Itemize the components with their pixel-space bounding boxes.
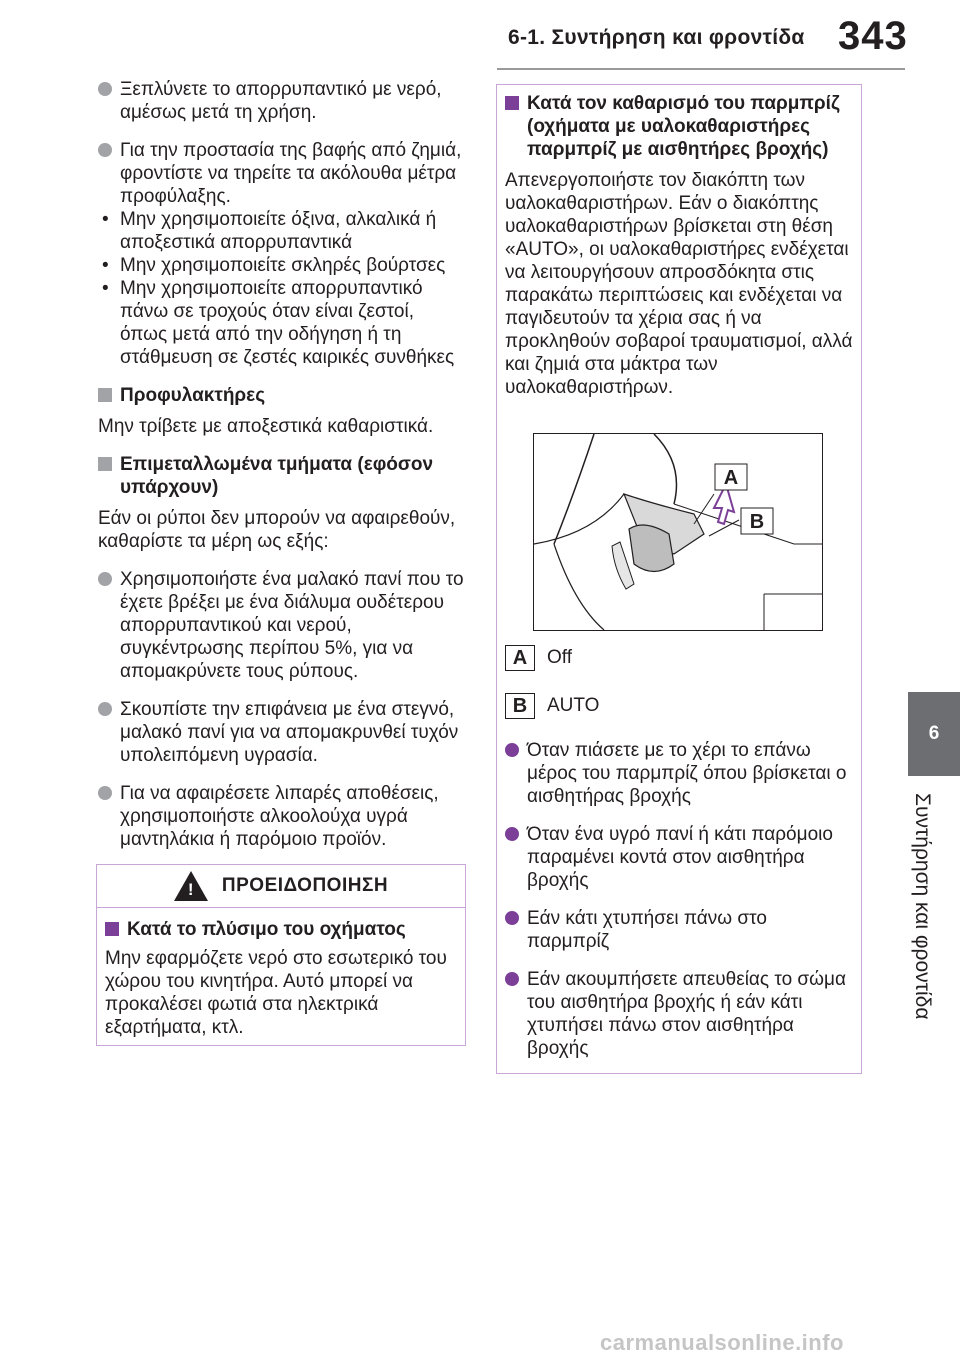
warning-box xyxy=(96,864,466,1046)
sub-list-item: • Μην χρησιμοποιείτε σκληρές βούρτσες xyxy=(98,254,466,277)
right-bullet-list xyxy=(505,739,853,1075)
paragraph: Απενεργοποιήστε τον διακόπτη των υαλοκαθαριστήρων. Εάν ο διακόπτης υαλοκαθαριστήρων βρίσκεται στη θέση «AUTO», οι υαλοκαθαριστήρες ενδέχεται να λειτουργήσουν απροσδόκητα στις παρακάτω περιπτώσεις και ενδέχεται να παγιδευτούν τα χέρια σας ή να προκληθούν σοβαροί τραυματισμοί, αλλά και ζημιά στα μάκτρα των υαλοκαθαριστήρων. xyxy=(505,170,853,398)
legend-text-b: AUTO xyxy=(547,695,600,716)
list-item: Εάν κάτι χτυπήσει πάνω στο παρμπρίζ xyxy=(505,907,853,953)
caution-box xyxy=(496,84,862,1074)
list-item: Εάν ακουμπήσετε απευθείας το σώμα του αισθητήρα βροχής ή εάν κάτι χτυπήσει πάνω στον αισθητήρα βροχής xyxy=(505,968,853,1060)
figure-label-b: B xyxy=(749,511,765,533)
list-item-text: Για την προστασία της βαφής από ζημιά, φροντίστε να τηρείτε τα ακόλουθα μέτρα προφύλαξης. xyxy=(120,140,462,207)
warning-header xyxy=(97,865,465,908)
legend-row-b xyxy=(505,693,599,719)
left-column xyxy=(98,78,466,866)
warning-body xyxy=(97,908,465,1039)
list-item xyxy=(98,139,466,208)
warning-subheading: Κατά το πλύσιμο του οχήματος xyxy=(105,918,457,941)
chapter-title-vertical: Συντήρηση και φροντίδα xyxy=(911,793,934,1020)
heading-bumpers: Προφυλακτήρες xyxy=(98,384,466,407)
header-rule xyxy=(497,68,905,70)
paragraph: Εάν οι ρύποι δεν μπορούν να αφαιρεθούν, καθαρίστε τα μέρη ως εξής: xyxy=(98,508,456,552)
warning-text: Μην εφαρμόζετε νερό στο εσωτερικό του χώρου του κινητήρα. Αυτό μπορεί να προκαλέσει φωτιά στα ηλεκτρικά εξαρτήματα, κτλ. xyxy=(105,948,447,1038)
caution-content xyxy=(505,92,853,399)
warning-triangle-icon: ! xyxy=(174,871,208,901)
list-item: Όταν ένα υγρό πανί ή κάτι παρόμοιο παραμένει κοντά στον αισθητήρα βροχής xyxy=(505,823,853,892)
steering-column-drawing xyxy=(534,434,822,630)
watermark: carmanualsonline.info xyxy=(600,1330,844,1355)
legend-label-b: B xyxy=(505,693,535,719)
wiper-switch-illustration xyxy=(533,433,823,631)
warning-title: ΠΡΟΕΙΔΟΠΟΙΗΣΗ xyxy=(221,875,389,896)
list-item: Για να αφαιρέσετε λιπαρές αποθέσεις, χρησιμοποιήστε αλκοολούχα υγρά μαντηλάκια ή παρόμοιο προϊόν. xyxy=(98,782,466,851)
legend-text-a: Off xyxy=(547,647,572,668)
page-number: 343 xyxy=(838,14,908,58)
legend-row-a xyxy=(505,645,572,671)
paragraph: Μην τρίβετε με αποξεστικά καθαριστικά. xyxy=(98,416,434,437)
section-title: 6-1. Συντήρηση και φροντίδα xyxy=(508,26,805,49)
legend-label-a: A xyxy=(505,645,535,671)
list-item: Χρησιμοποιήστε ένα μαλακό πανί που το έχετε βρέξει με ένα διάλυμα ουδέτερου απορρυπαντικού και νερού, συγκέντρωσης περίπου 5%, για να απομακρύνετε τους ρύπους. xyxy=(98,568,466,683)
list-item: Όταν πιάσετε με το χέρι το επάνω μέρος του παρμπρίζ όπου βρίσκεται ο αισθητήρας βροχής xyxy=(505,739,853,808)
sub-list xyxy=(98,208,466,369)
sub-list-item: • Μην χρησιμοποιείτε όξινα, αλκαλικά ή αποξεστικά απορρυπαντικά xyxy=(98,208,466,254)
list-item: Ξεπλύνετε το απορρυπαντικό με νερό, αμέσως μετά τη χρήση. xyxy=(98,78,466,124)
heading-plated-parts: Επιμεταλλωμένα τμήματα (εφόσον υπάρχουν) xyxy=(98,453,466,499)
list-item: Σκουπίστε την επιφάνεια με ένα στεγνό, μαλακό πανί για να απομακρυνθεί τυχόν υπολειπόμενη υγρασία. xyxy=(98,698,466,767)
figure-label-a: A xyxy=(723,467,739,489)
chapter-tab: 6 xyxy=(908,692,960,776)
sub-list-item: • Μην χρησιμοποιείτε απορρυπαντικό πάνω σε τροχούς όταν είναι ζεστοί, όπως μετά από την οδήγηση ή τη στάθμευση σε ζεστές καιρικές συνθήκες xyxy=(98,277,466,369)
heading-windshield: Κατά τον καθαρισμό του παρμπρίζ (οχήματα με υαλοκαθαριστήρες παρμπρίζ με αισθητήρες βροχής) xyxy=(505,92,853,161)
